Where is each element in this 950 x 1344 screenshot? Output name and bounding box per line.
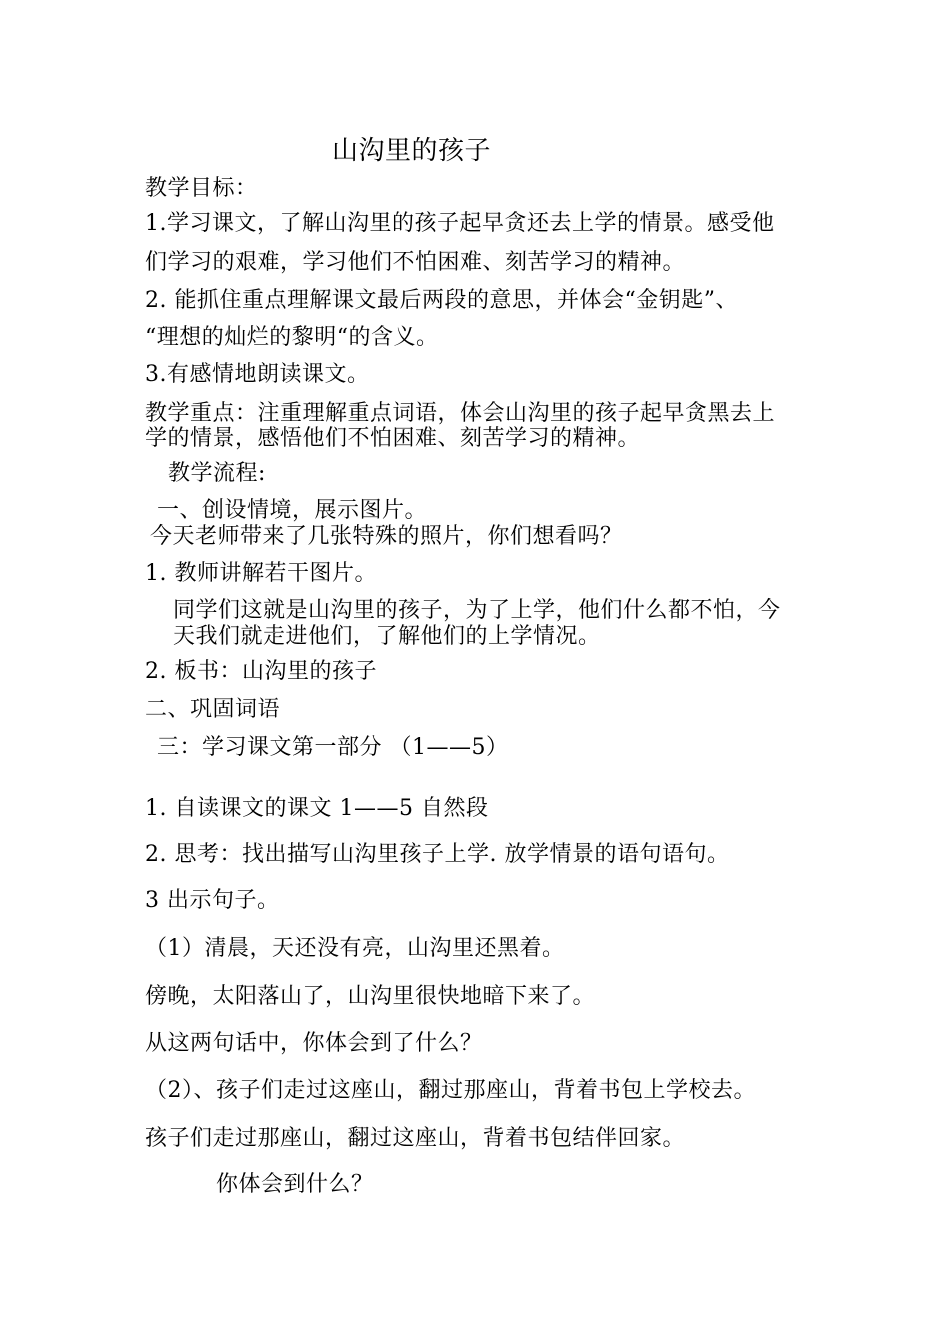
section-1-intro: 今天老师带来了几张特殊的照片，你们想看吗？ [150,524,623,549]
section-1-heading: 一、创设情境，展示图片。 [157,498,428,523]
sentence-2-a: （2）、孩子们走过这座山，翻过那座山，背着书包上学校去。 [145,1078,756,1103]
step-1-text-line-2: 天我们就走进他们，了解他们的上学情况。 [173,624,601,649]
sentence-1-a: （1）清晨，天还没有亮，山沟里还黑着。 [145,936,565,961]
question-1: 从这两句话中，你体会到了什么？ [145,1031,483,1056]
step-1: 1. 教师讲解若干图片。 [145,561,377,586]
objective-3: 3.有感情地朗读课文。 [145,362,370,387]
objective-2-line-2: “理想的灿烂的黎明“的含义。 [145,325,439,350]
step-2: 2. 板书：山沟里的孩子 [145,659,377,684]
section-3-heading: 三：学习课文第一部分 （1——5） [157,735,509,760]
key-points-line-1: 教学重点：注重理解重点词语，体会山沟里的孩子起早贪黑去上 [145,401,776,426]
objectives-heading: 教学目标： [145,176,258,201]
step-1-text-line-1: 同学们这就是山沟里的孩子，为了上学，他们什么都不怕，今 [173,598,781,623]
objective-1-line-2: 们学习的艰难，学习他们不怕困难、刻苦学习的精神。 [145,250,686,275]
objective-2-line-1: 2. 能抓住重点理解课文最后两段的意思，并体会“金钥匙”、 [145,288,738,313]
reading-step-1: 1. 自读课文的课文 1——5 自然段 [145,796,489,821]
reading-step-2: 2. 思考：找出描写山沟里孩子上学. 放学情景的语句语句。 [145,842,730,867]
doc-title: 山沟里的孩子 [332,136,492,166]
section-2-heading: 二、巩固词语 [145,697,281,722]
reading-step-3: 3 出示句子。 [145,888,280,913]
key-points-line-2: 学的情景，感悟他们不怕困难、刻苦学习的精神。 [145,426,641,451]
sentence-2-b: 孩子们走过那座山，翻过这座山，背着书包结伴回家。 [145,1126,686,1151]
objective-1-line-1: 1.学习课文，了解山沟里的孩子起早贪还去上学的情景。感受他 [145,211,775,236]
process-heading: 教学流程: [168,461,266,486]
sentence-1-b: 傍晚，太阳落山了，山沟里很快地暗下来了。 [145,984,596,1009]
question-2: 你体会到什么？ [216,1172,374,1197]
